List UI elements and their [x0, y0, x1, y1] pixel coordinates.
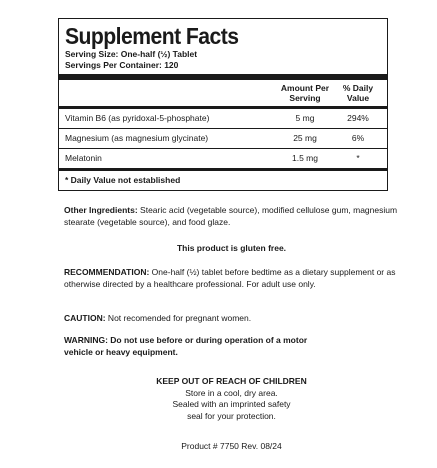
storage-line: Store in a cool, dry area.	[185, 387, 278, 398]
nutrient-amount: 25 mg	[293, 133, 317, 143]
nutrient-dv: 6%	[351, 133, 365, 143]
storage-line: seal for your protection.	[187, 410, 276, 421]
nutrient-name: Vitamin B6 (as pyridoxal-5-phosphate)	[65, 113, 210, 123]
amount-header: Amount Per Serving	[280, 83, 330, 103]
caution: CAUTION: Not recomended for pregnant women.	[64, 313, 252, 323]
nutrient-dv: 294%	[347, 113, 369, 123]
nutrient-amount: 1.5 mg	[292, 153, 318, 163]
serving-size: Serving Size: One-half (½) Tablet	[65, 49, 198, 59]
nutrient-dv: *	[356, 153, 360, 163]
supplement-facts-panel	[58, 18, 388, 191]
warning: WARNING: Do not use before or during operation of a motor vehicle or heavy equipment.	[64, 335, 308, 357]
panel-title: Supplement Facts	[65, 23, 239, 49]
storage-line: Sealed with an imprinted safety	[172, 399, 291, 409]
footnote: * Daily Value not established	[65, 175, 181, 185]
nutrient-name: Magnesium (as magnesium glycinate)	[65, 133, 209, 143]
recommendation: RECOMMENDATION: One-half (½) tablet before bedtime as a dietary supplement or as otherwise directed by a healthcare professional. For adult use only.	[64, 267, 396, 289]
nutrient-name: Melatonin	[65, 153, 102, 163]
servings-per-container: Servings Per Container: 120	[65, 60, 179, 70]
storage-block	[64, 376, 399, 422]
nutrient-row	[65, 109, 381, 128]
nutrient-row	[65, 149, 381, 168]
keep-out-of-reach: KEEP OUT OF REACH OF CHILDREN	[156, 376, 307, 386]
nutrient-row	[65, 129, 381, 148]
nutrient-amount: 5 mg	[295, 113, 315, 123]
other-ingredients: Other Ingredients: Stearic acid (vegetable source), modified cellulose gum, magnesium stearate (vegetable source), and food glaze.	[64, 205, 398, 227]
daily-value-header: % Daily Value	[342, 83, 374, 103]
product-number: Product # 7750 Rev. 08/24	[181, 441, 282, 451]
column-headers	[65, 80, 381, 106]
gluten-free-note: This product is gluten free.	[176, 243, 287, 253]
